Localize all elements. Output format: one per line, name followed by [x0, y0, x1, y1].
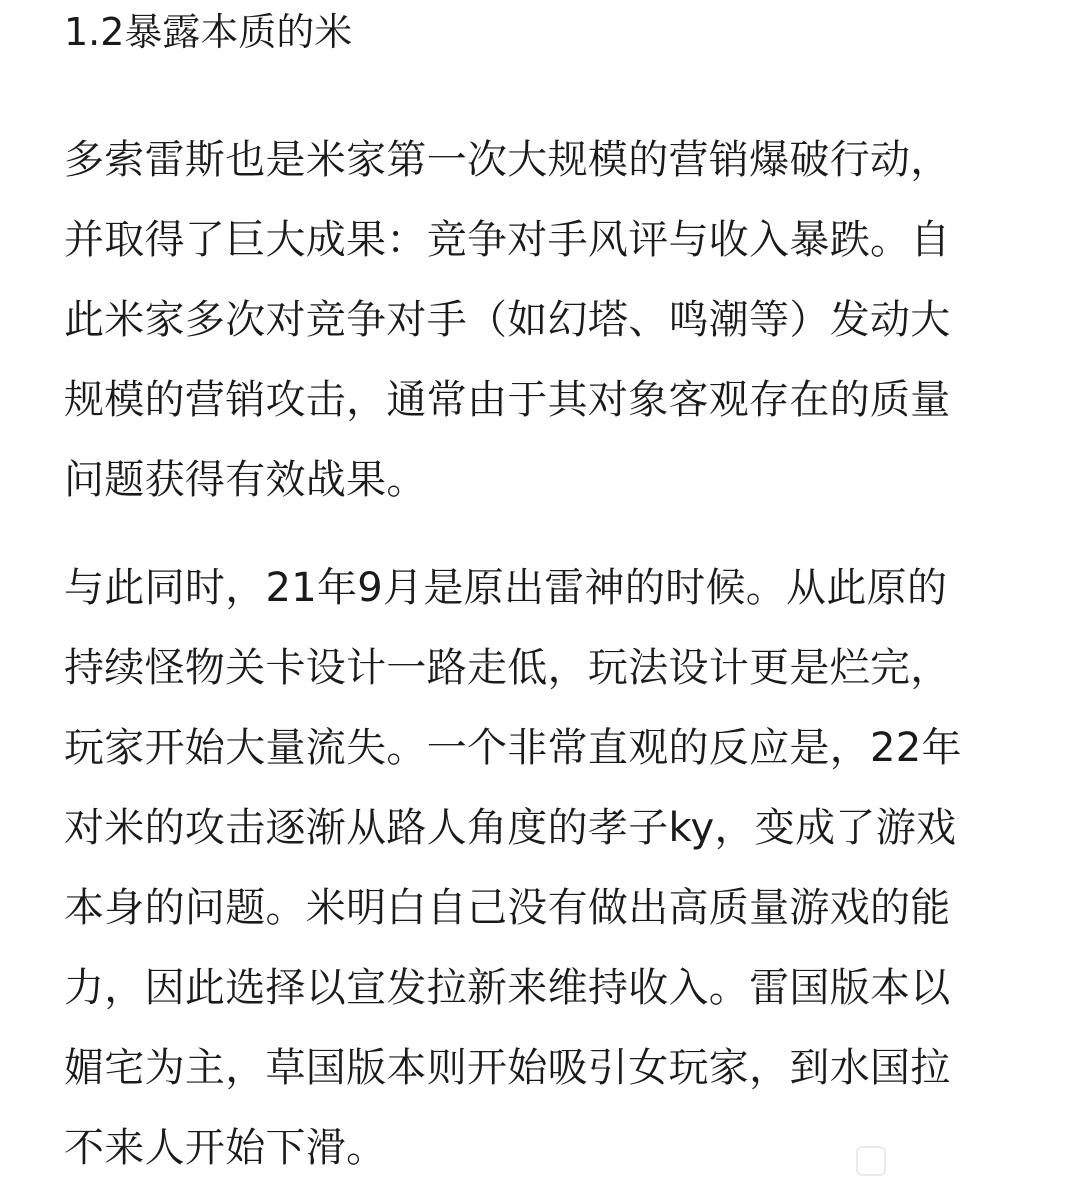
- paragraph-2: [64, 548, 1014, 1188]
- paragraph-line: 此米家多次对竞争对手（如幻塔、鸣潮等）发动大: [64, 297, 951, 343]
- article: [64, 0, 1014, 1188]
- paragraph-line: 多索雷斯也是米家第一次大规模的营销爆破行动，: [64, 137, 951, 183]
- paragraph-line: 本身的问题。米明白自己没有做出高质量游戏的能: [64, 885, 951, 931]
- paragraph-line: 力，因此选择以宣发拉新来维持收入。雷国版本以: [64, 965, 951, 1011]
- paragraph-1: [64, 120, 1014, 520]
- paragraph-line: 并取得了巨大成果：竞争对手风评与收入暴跌。自: [64, 217, 951, 263]
- section-heading: 1.2暴露本质的米: [64, 10, 353, 54]
- paragraph-line: 问题获得有效战果。: [64, 457, 427, 503]
- paragraph-line: 不来人开始下滑。: [64, 1125, 387, 1171]
- paragraph-line: 对米的攻击逐渐从路人角度的孝子ky，变成了游戏: [64, 805, 957, 851]
- paragraph-line: 玩家开始大量流失。一个非常直观的反应是，22年: [64, 725, 962, 771]
- watermark-icon: [856, 1146, 886, 1176]
- paragraph-line: 规模的营销攻击，通常由于其对象客观存在的质量: [64, 377, 951, 423]
- paragraph-line: 与此同时，21年9月是原出雷神的时候。从此原的: [64, 565, 948, 611]
- paragraph-line: 持续怪物关卡设计一路走低，玩法设计更是烂完，: [64, 645, 951, 691]
- paragraph-line: 媚宅为主，草国版本则开始吸引女玩家，到水国拉: [64, 1045, 951, 1091]
